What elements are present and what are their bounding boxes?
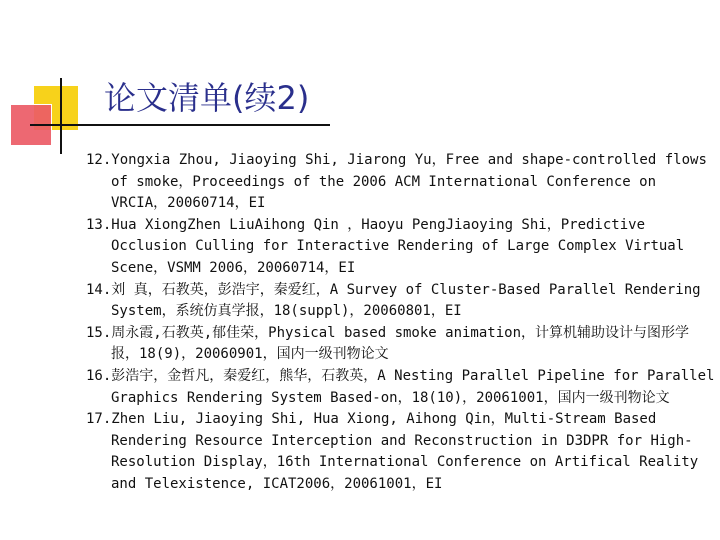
reference-item-15: 15.周永霞,石教英,郁佳荣，Physical based smoke animation，计算机辅助设计与图形学报，18(9)，20060901，国内一级刊物论文 (86, 324, 690, 363)
reference-item-14: 14.刘 真，石教英，彭浩宇，秦爱红，A Survey of Cluster-Based Parallel Rendering System，系统仿真学报，18(suppl)，20060801，EI (86, 281, 701, 320)
decor-horizontal-line (30, 124, 330, 126)
reference-list (86, 150, 716, 496)
decor-vertical-line (60, 78, 62, 154)
reference-item-16: 16.彭浩宇，金哲凡，秦爱红，熊华，石教英，A Nesting Parallel Pipeline for Parallel Graphics Rendering System Based-on，18(10)，20061001，国内一级刊物论文 (86, 367, 715, 406)
slide-title: 论文清单(续2) (104, 79, 310, 117)
reference-item-17: 17.Zhen Liu, Jiaoying Shi, Hua Xiong, Aihong Qin，Multi-Stream Based Rendering Resource Interception and Reconstruction in D3DPR for High-Resolution Display，16th International Conference on Artifical Reality and Telexistence, ICAT2006，20061001，EI (86, 411, 699, 492)
reference-item-13: 13.Hua XiongZhen LiuAihong Qin ，Haoyu PengJiaoying Shi，Predictive Occlusion Culling for Interactive Rendering of Large Complex Virtual Scene，VSMM 2006，20060714，EI (86, 216, 685, 276)
reference-item-12: 12.Yongxia Zhou, Jiaoying Shi, Jiarong Yu，Free and shape-controlled flows of smoke，Proceedings of the 2006 ACM International Conference on VRCIA，20060714，EI (86, 152, 707, 212)
